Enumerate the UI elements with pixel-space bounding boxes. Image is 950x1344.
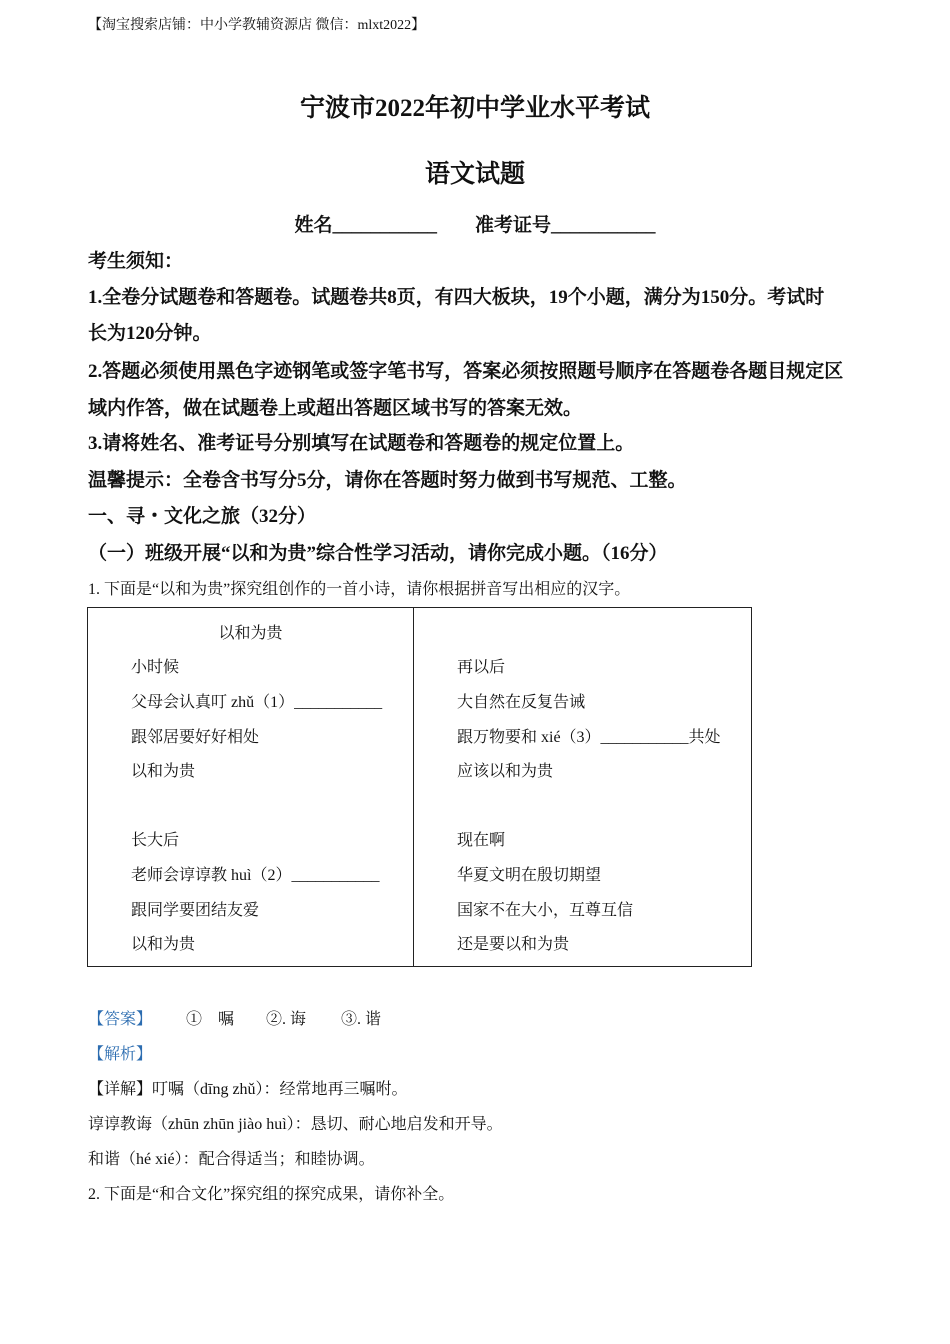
answer-label: 【答案】 — [88, 1011, 153, 1028]
answer-item: ① 嘱 — [186, 1011, 235, 1028]
notice-line: 1.全卷分试题卷和答题卷。试题卷共8页，有四大板块，19个小题，满分为150分。考试时 — [88, 287, 825, 308]
page-subtitle: 语文试题 — [424, 161, 525, 188]
notice-line: 长为120分钟。 — [88, 323, 212, 344]
notice-line: 2.答题必须使用黑色字迹钢笔或签字笔书写，答案必须按照题号顺序在答题卷各题目规定区 — [88, 361, 844, 382]
subsection-heading: （一）班级开展“以和为贵”综合性学习活动，请你完成小题。（16分） — [88, 543, 668, 564]
header-note: 【淘宝搜索店铺：中小学教辅资源店 微信：mlxt2022】 — [88, 18, 426, 33]
page-title: 宁波市2022年初中学业水平考试 — [299, 95, 650, 122]
poem-line: 以和为贵 — [131, 763, 196, 780]
question-2: 2. 下面是“和合文化”探究组的探究成果，请你补全。 — [88, 1186, 455, 1203]
poem-line: 华夏文明在殷切期望 — [457, 867, 602, 884]
analysis-label: 【解析】 — [88, 1046, 153, 1063]
poem-line: 跟同学要团结友爱 — [131, 902, 260, 919]
poem-line: 跟邻居要好好相处 — [131, 729, 260, 746]
detail-line: 【详解】叮嘱（dīng zhǔ）：经常地再三嘱咐。 — [88, 1081, 408, 1098]
poem-title: 以和为贵 — [218, 625, 283, 642]
poem-line: 长大后 — [131, 832, 180, 849]
answer-item: ③. 谐 — [341, 1011, 382, 1028]
detail-line: 和谐（hé xié）：配合得适当；和睦协调。 — [88, 1151, 375, 1168]
poem-line: 父母会认真叮 zhǔ（1）___________ — [131, 694, 383, 711]
poem-line: 再以后 — [457, 659, 506, 676]
tip-line: 温馨提示：全卷含书写分5分，请你在答题时努力做到书写规范、工整。 — [88, 470, 687, 491]
notice-heading: 考生须知： — [88, 251, 184, 272]
notice-line: 3.请将姓名、准考证号分别填写在试题卷和答题卷的规定位置上。 — [88, 433, 635, 454]
poem-right-cell — [414, 608, 752, 967]
poem-table — [87, 607, 752, 967]
poem-line: 以和为贵 — [131, 936, 196, 953]
section-heading: 一、寻・文化之旅（32分） — [88, 506, 317, 527]
poem-left-cell — [88, 608, 414, 967]
poem-line: 应该以和为贵 — [457, 763, 554, 780]
poem-line: 老师会谆谆教 huì（2）___________ — [131, 867, 380, 884]
name-row — [0, 210, 950, 237]
exam-number-label: 准考证号___________ — [475, 215, 656, 236]
poem-line: 跟万物要和 xié（3）___________共处 — [457, 729, 721, 746]
question-1: 1. 下面是“以和为贵”探究组创作的一首小诗，请你根据拼音写出相应的汉字。 — [88, 581, 631, 598]
poem-line: 小时候 — [131, 659, 180, 676]
poem-line: 大自然在反复告诫 — [457, 694, 586, 711]
poem-line: 还是要以和为贵 — [457, 936, 570, 953]
name-label: 姓名___________ — [294, 215, 437, 236]
answer-item: ②. 诲 — [266, 1011, 307, 1028]
detail-line: 谆谆教诲（zhūn zhūn jiào huì）：恳切、耐心地启发和开导。 — [88, 1116, 503, 1133]
poem-line: 国家不在大小，互尊互信 — [457, 902, 634, 919]
poem-line: 现在啊 — [457, 832, 506, 849]
notice-line: 域内作答，做在试题卷上或超出答题区域书写的答案无效。 — [88, 398, 583, 419]
